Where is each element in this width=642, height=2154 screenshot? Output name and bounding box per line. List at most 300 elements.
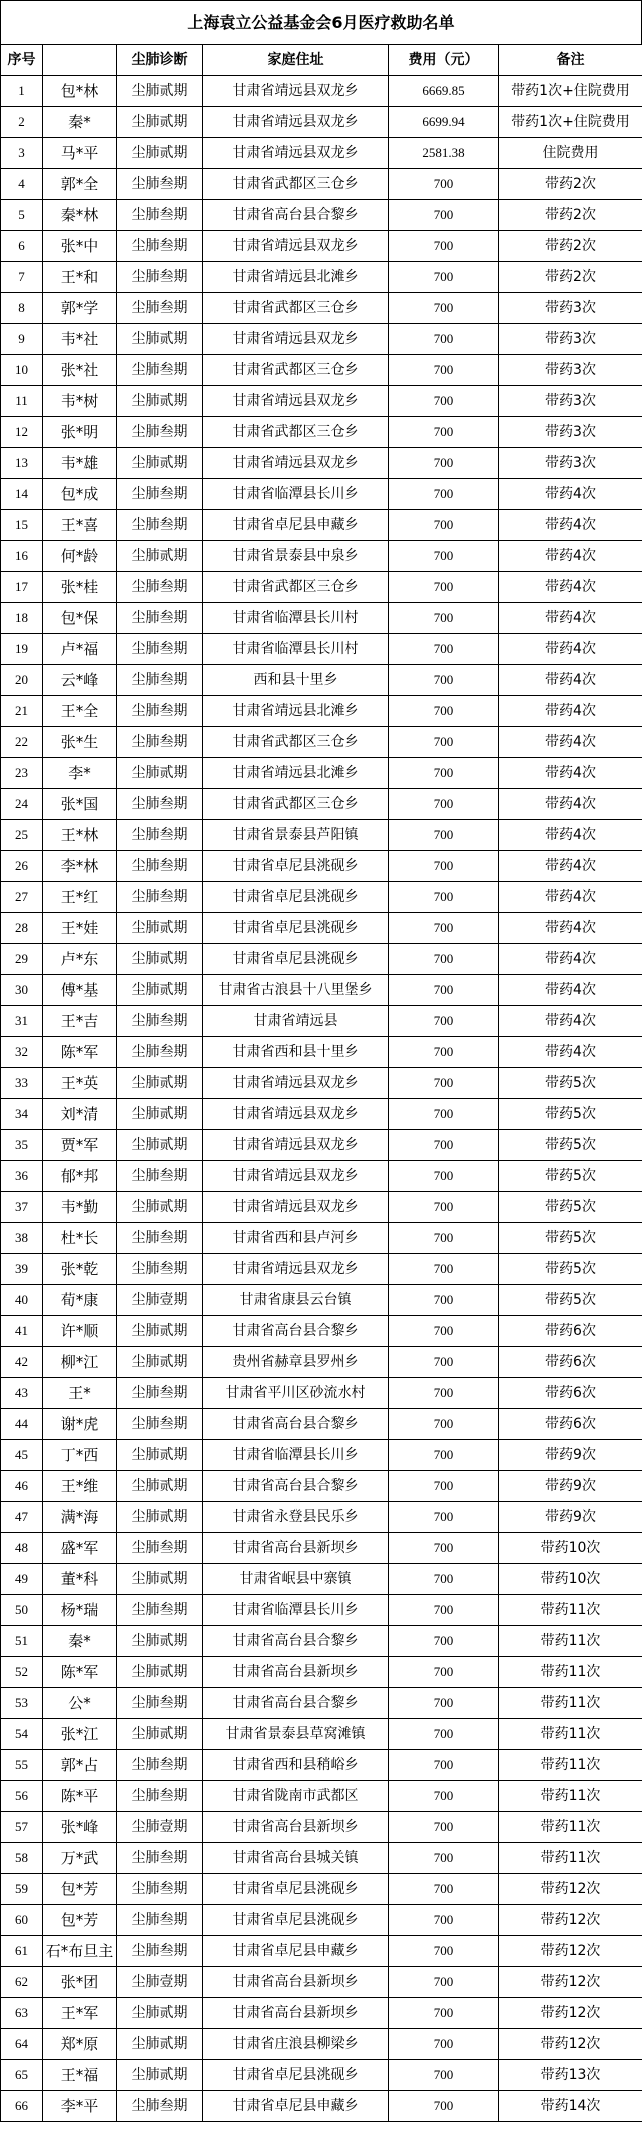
cell-address: 甘肃省高台县合黎乡 (203, 1626, 389, 1657)
cell-remark: 带药12次 (499, 2029, 642, 2060)
cell-cost: 700 (389, 1719, 499, 1750)
cell-name: 盛*军 (43, 1533, 117, 1564)
table-row (1, 1471, 642, 1502)
table-row (1, 696, 642, 727)
cell-diagnosis: 尘肺贰期 (117, 2029, 203, 2060)
cell-address: 甘肃省靖远县双龙乡 (203, 1068, 389, 1099)
table-row (1, 1843, 642, 1874)
cell-diagnosis: 尘肺贰期 (117, 138, 203, 169)
cell-address: 甘肃省临潭县长川乡 (203, 479, 389, 510)
header-address: 家庭住址 (203, 45, 389, 76)
cell-cost: 700 (389, 541, 499, 572)
cell-diagnosis: 尘肺叁期 (117, 1533, 203, 1564)
cell-index: 14 (1, 479, 43, 510)
table-row (1, 262, 642, 293)
cell-address: 甘肃省高台县新坝乡 (203, 1812, 389, 1843)
cell-index: 11 (1, 386, 43, 417)
cell-address: 甘肃省武都区三仓乡 (203, 727, 389, 758)
cell-remark: 带药9次 (499, 1471, 642, 1502)
cell-index: 56 (1, 1781, 43, 1812)
table-row (1, 1254, 642, 1285)
cell-remark: 带药11次 (499, 1812, 642, 1843)
cell-name: 包*保 (43, 603, 117, 634)
cell-name: 郑*原 (43, 2029, 117, 2060)
cell-diagnosis: 尘肺贰期 (117, 1068, 203, 1099)
cell-diagnosis: 尘肺贰期 (117, 1316, 203, 1347)
table-row (1, 1936, 642, 1967)
cell-cost: 700 (389, 1068, 499, 1099)
cell-cost: 700 (389, 1781, 499, 1812)
cell-address: 甘肃省靖远县双龙乡 (203, 138, 389, 169)
cell-name: 杨*瑞 (43, 1595, 117, 1626)
cell-diagnosis: 尘肺叁期 (117, 1409, 203, 1440)
cell-remark: 带药11次 (499, 1595, 642, 1626)
table-row (1, 1874, 642, 1905)
cell-address: 甘肃省靖远县 (203, 1006, 389, 1037)
cell-index: 3 (1, 138, 43, 169)
table-row (1, 1099, 642, 1130)
cell-address: 甘肃省高台县新坝乡 (203, 1657, 389, 1688)
cell-address: 甘肃省靖远县双龙乡 (203, 1161, 389, 1192)
cell-remark: 带药4次 (499, 820, 642, 851)
table-row (1, 665, 642, 696)
cell-name: 韦*社 (43, 324, 117, 355)
cell-address: 甘肃省永登县民乐乡 (203, 1502, 389, 1533)
cell-cost: 700 (389, 1688, 499, 1719)
cell-index: 22 (1, 727, 43, 758)
cell-name: 郁*邦 (43, 1161, 117, 1192)
cell-remark: 带药13次 (499, 2060, 642, 2091)
cell-remark: 带药4次 (499, 634, 642, 665)
cell-cost: 700 (389, 1905, 499, 1936)
cell-index: 43 (1, 1378, 43, 1409)
cell-address: 贵州省赫章县罗州乡 (203, 1347, 389, 1378)
cell-name: 王*娃 (43, 913, 117, 944)
cell-remark: 带药11次 (499, 1657, 642, 1688)
cell-address: 甘肃省卓尼县洮砚乡 (203, 1874, 389, 1905)
cell-address: 甘肃省临潭县长川村 (203, 603, 389, 634)
cell-address: 甘肃省靖远县北滩乡 (203, 262, 389, 293)
cell-remark: 带药11次 (499, 1688, 642, 1719)
cell-cost: 700 (389, 1409, 499, 1440)
table-row (1, 293, 642, 324)
table-row (1, 479, 642, 510)
cell-address: 甘肃省武都区三仓乡 (203, 169, 389, 200)
cell-cost: 700 (389, 1936, 499, 1967)
cell-index: 46 (1, 1471, 43, 1502)
cell-diagnosis: 尘肺叁期 (117, 1378, 203, 1409)
cell-address: 甘肃省卓尼县洮砚乡 (203, 1905, 389, 1936)
cell-diagnosis: 尘肺贰期 (117, 975, 203, 1006)
cell-remark: 带药4次 (499, 944, 642, 975)
cell-diagnosis: 尘肺贰期 (117, 541, 203, 572)
cell-diagnosis: 尘肺叁期 (117, 572, 203, 603)
table-row (1, 355, 642, 386)
cell-remark: 带药4次 (499, 851, 642, 882)
table-row (1, 1037, 642, 1068)
cell-name: 傅*基 (43, 975, 117, 1006)
cell-remark: 带药1次+住院费用 (499, 76, 642, 107)
cell-name: 张*桂 (43, 572, 117, 603)
cell-diagnosis: 尘肺贰期 (117, 1502, 203, 1533)
cell-remark: 带药4次 (499, 975, 642, 1006)
cell-diagnosis: 尘肺贰期 (117, 448, 203, 479)
cell-address: 甘肃省高台县新坝乡 (203, 1998, 389, 2029)
cell-remark: 带药3次 (499, 386, 642, 417)
cell-name: 马*平 (43, 138, 117, 169)
cell-remark: 带药4次 (499, 758, 642, 789)
cell-diagnosis: 尘肺壹期 (117, 1812, 203, 1843)
cell-diagnosis: 尘肺贰期 (117, 107, 203, 138)
cell-diagnosis: 尘肺叁期 (117, 882, 203, 913)
cell-name: 石*布旦主 (43, 1936, 117, 1967)
cell-remark: 带药5次 (499, 1223, 642, 1254)
cell-address: 西和县十里乡 (203, 665, 389, 696)
table-row (1, 603, 642, 634)
cell-index: 58 (1, 1843, 43, 1874)
cell-cost: 700 (389, 1099, 499, 1130)
table-row (1, 541, 642, 572)
cell-address: 甘肃省高台县城关镇 (203, 1843, 389, 1874)
cell-index: 13 (1, 448, 43, 479)
cell-cost: 700 (389, 1595, 499, 1626)
cell-name: 张*国 (43, 789, 117, 820)
cell-index: 64 (1, 2029, 43, 2060)
cell-diagnosis: 尘肺叁期 (117, 231, 203, 262)
cell-remark: 带药6次 (499, 1378, 642, 1409)
table-row (1, 758, 642, 789)
cell-address: 甘肃省卓尼县申藏乡 (203, 2091, 389, 2122)
cell-name: 王*福 (43, 2060, 117, 2091)
cell-index: 7 (1, 262, 43, 293)
cell-name: 柳*江 (43, 1347, 117, 1378)
cell-diagnosis: 尘肺贰期 (117, 913, 203, 944)
cell-cost: 700 (389, 820, 499, 851)
cell-remark: 带药4次 (499, 1006, 642, 1037)
cell-index: 54 (1, 1719, 43, 1750)
cell-diagnosis: 尘肺叁期 (117, 293, 203, 324)
cell-remark: 带药4次 (499, 913, 642, 944)
cell-name: 秦* (43, 107, 117, 138)
cell-cost: 700 (389, 975, 499, 1006)
cell-remark: 带药11次 (499, 1626, 642, 1657)
cell-remark: 带药6次 (499, 1347, 642, 1378)
cell-name: 郭*占 (43, 1750, 117, 1781)
cell-name: 王*红 (43, 882, 117, 913)
cell-index: 27 (1, 882, 43, 913)
cell-remark: 带药2次 (499, 200, 642, 231)
cell-address: 甘肃省景泰县草窝滩镇 (203, 1719, 389, 1750)
cell-cost: 700 (389, 1161, 499, 1192)
cell-remark: 带药10次 (499, 1564, 642, 1595)
cell-index: 41 (1, 1316, 43, 1347)
cell-diagnosis: 尘肺叁期 (117, 510, 203, 541)
cell-name: 贾*军 (43, 1130, 117, 1161)
cell-index: 24 (1, 789, 43, 820)
cell-diagnosis: 尘肺贰期 (117, 1192, 203, 1223)
cell-name: 万*武 (43, 1843, 117, 1874)
cell-address: 甘肃省靖远县双龙乡 (203, 386, 389, 417)
cell-cost: 700 (389, 2060, 499, 2091)
cell-diagnosis: 尘肺贰期 (117, 1998, 203, 2029)
cell-diagnosis: 尘肺叁期 (117, 696, 203, 727)
cell-index: 20 (1, 665, 43, 696)
cell-diagnosis: 尘肺贰期 (117, 76, 203, 107)
cell-name: 包*林 (43, 76, 117, 107)
cell-name: 陈*军 (43, 1657, 117, 1688)
cell-name: 陈*军 (43, 1037, 117, 1068)
cell-name: 秦*林 (43, 200, 117, 231)
cell-diagnosis: 尘肺叁期 (117, 355, 203, 386)
cell-index: 40 (1, 1285, 43, 1316)
cell-name: 许*顺 (43, 1316, 117, 1347)
cell-cost: 700 (389, 727, 499, 758)
table-row (1, 1192, 642, 1223)
cell-name: 韦*树 (43, 386, 117, 417)
cell-remark: 带药3次 (499, 448, 642, 479)
cell-remark: 带药3次 (499, 355, 642, 386)
cell-address: 甘肃省卓尼县申藏乡 (203, 510, 389, 541)
cell-address: 甘肃省靖远县双龙乡 (203, 1254, 389, 1285)
header-cost: 费用（元） (389, 45, 499, 76)
cell-cost: 2581.38 (389, 138, 499, 169)
cell-cost: 700 (389, 2091, 499, 2122)
cell-index: 44 (1, 1409, 43, 1440)
cell-name: 王*英 (43, 1068, 117, 1099)
table-row (1, 138, 642, 169)
cell-cost: 700 (389, 851, 499, 882)
table-row (1, 1440, 642, 1471)
table-row (1, 1905, 642, 1936)
cell-index: 55 (1, 1750, 43, 1781)
cell-index: 59 (1, 1874, 43, 1905)
cell-name: 郭*全 (43, 169, 117, 200)
cell-address: 甘肃省景泰县中泉乡 (203, 541, 389, 572)
cell-address: 甘肃省高台县合黎乡 (203, 1471, 389, 1502)
table-row (1, 944, 642, 975)
cell-index: 36 (1, 1161, 43, 1192)
cell-address: 甘肃省武都区三仓乡 (203, 572, 389, 603)
cell-remark: 带药4次 (499, 479, 642, 510)
cell-name: 董*科 (43, 1564, 117, 1595)
cell-diagnosis: 尘肺贰期 (117, 1471, 203, 1502)
table-row (1, 200, 642, 231)
table-row (1, 882, 642, 913)
cell-index: 48 (1, 1533, 43, 1564)
table-row (1, 510, 642, 541)
cell-diagnosis: 尘肺叁期 (117, 1843, 203, 1874)
cell-index: 25 (1, 820, 43, 851)
cell-address: 甘肃省高台县合黎乡 (203, 1688, 389, 1719)
cell-index: 8 (1, 293, 43, 324)
cell-name: 王*维 (43, 1471, 117, 1502)
table-row (1, 1006, 642, 1037)
cell-index: 15 (1, 510, 43, 541)
cell-cost: 700 (389, 1998, 499, 2029)
cell-remark: 带药12次 (499, 1874, 642, 1905)
cell-address: 甘肃省卓尼县洮砚乡 (203, 851, 389, 882)
cell-name: 包*芳 (43, 1905, 117, 1936)
cell-diagnosis: 尘肺叁期 (117, 665, 203, 696)
cell-index: 42 (1, 1347, 43, 1378)
cell-remark: 带药9次 (499, 1440, 642, 1471)
cell-cost: 700 (389, 944, 499, 975)
cell-remark: 带药6次 (499, 1316, 642, 1347)
cell-index: 53 (1, 1688, 43, 1719)
table-row (1, 1812, 642, 1843)
cell-cost: 700 (389, 1006, 499, 1037)
cell-name: 韦*勤 (43, 1192, 117, 1223)
cell-index: 23 (1, 758, 43, 789)
cell-name: 张*江 (43, 1719, 117, 1750)
cell-diagnosis: 尘肺叁期 (117, 1595, 203, 1626)
table-header-row (1, 45, 642, 76)
cell-cost: 700 (389, 1192, 499, 1223)
cell-cost: 700 (389, 1130, 499, 1161)
cell-diagnosis: 尘肺贰期 (117, 1130, 203, 1161)
cell-remark: 带药4次 (499, 603, 642, 634)
cell-index: 66 (1, 2091, 43, 2122)
cell-remark: 带药5次 (499, 1068, 642, 1099)
cell-remark: 带药12次 (499, 1967, 642, 1998)
cell-diagnosis: 尘肺叁期 (117, 1254, 203, 1285)
cell-address: 甘肃省靖远县双龙乡 (203, 76, 389, 107)
cell-index: 9 (1, 324, 43, 355)
cell-remark: 带药4次 (499, 572, 642, 603)
cell-remark: 带药11次 (499, 1719, 642, 1750)
cell-name: 杜*长 (43, 1223, 117, 1254)
cell-index: 32 (1, 1037, 43, 1068)
cell-cost: 700 (389, 1967, 499, 1998)
cell-address: 甘肃省卓尼县申藏乡 (203, 1936, 389, 1967)
cell-index: 52 (1, 1657, 43, 1688)
cell-address: 甘肃省西和县十里乡 (203, 1037, 389, 1068)
cell-index: 51 (1, 1626, 43, 1657)
cell-remark: 带药5次 (499, 1192, 642, 1223)
cell-remark: 带药2次 (499, 262, 642, 293)
cell-index: 39 (1, 1254, 43, 1285)
cell-remark: 带药12次 (499, 1905, 642, 1936)
cell-cost: 700 (389, 1750, 499, 1781)
table-row (1, 572, 642, 603)
cell-index: 50 (1, 1595, 43, 1626)
cell-remark: 带药5次 (499, 1254, 642, 1285)
cell-remark: 带药6次 (499, 1409, 642, 1440)
cell-cost: 700 (389, 1533, 499, 1564)
cell-diagnosis: 尘肺叁期 (117, 1161, 203, 1192)
cell-address: 甘肃省武都区三仓乡 (203, 417, 389, 448)
cell-cost: 700 (389, 1564, 499, 1595)
cell-address: 甘肃省卓尼县洮砚乡 (203, 913, 389, 944)
cell-index: 1 (1, 76, 43, 107)
cell-cost: 700 (389, 634, 499, 665)
cell-name: 荀*康 (43, 1285, 117, 1316)
cell-index: 37 (1, 1192, 43, 1223)
cell-remark: 带药11次 (499, 1750, 642, 1781)
cell-index: 61 (1, 1936, 43, 1967)
cell-name: 张*团 (43, 1967, 117, 1998)
cell-address: 甘肃省庄浪县柳梁乡 (203, 2029, 389, 2060)
cell-address: 甘肃省古浪县十八里堡乡 (203, 975, 389, 1006)
cell-address: 甘肃省临潭县长川乡 (203, 1595, 389, 1626)
cell-address: 甘肃省靖远县北滩乡 (203, 696, 389, 727)
cell-name: 丁*西 (43, 1440, 117, 1471)
cell-address: 甘肃省靖远县双龙乡 (203, 1192, 389, 1223)
cell-diagnosis: 尘肺贰期 (117, 758, 203, 789)
table-row (1, 2060, 642, 2091)
cell-remark: 带药4次 (499, 789, 642, 820)
table-row (1, 2029, 642, 2060)
cell-address: 甘肃省靖远县双龙乡 (203, 448, 389, 479)
cell-name: 卢*福 (43, 634, 117, 665)
cell-diagnosis: 尘肺贰期 (117, 386, 203, 417)
cell-cost: 700 (389, 262, 499, 293)
cell-address: 甘肃省临潭县长川村 (203, 634, 389, 665)
table-row (1, 1595, 642, 1626)
cell-index: 31 (1, 1006, 43, 1037)
cell-index: 34 (1, 1099, 43, 1130)
cell-address: 甘肃省岷县中寨镇 (203, 1564, 389, 1595)
cell-cost: 700 (389, 789, 499, 820)
cell-diagnosis: 尘肺贰期 (117, 1626, 203, 1657)
cell-name: 包*芳 (43, 1874, 117, 1905)
cell-cost: 700 (389, 603, 499, 634)
cell-name: 秦* (43, 1626, 117, 1657)
cell-name: 公* (43, 1688, 117, 1719)
cell-diagnosis: 尘肺叁期 (117, 2091, 203, 2122)
cell-diagnosis: 尘肺贰期 (117, 1657, 203, 1688)
table-row (1, 851, 642, 882)
cell-name: 包*成 (43, 479, 117, 510)
table-row (1, 1750, 642, 1781)
cell-index: 12 (1, 417, 43, 448)
cell-index: 49 (1, 1564, 43, 1595)
cell-cost: 700 (389, 572, 499, 603)
cell-address: 甘肃省高台县新坝乡 (203, 1967, 389, 1998)
cell-index: 19 (1, 634, 43, 665)
table-row (1, 1223, 642, 1254)
table-row (1, 1564, 642, 1595)
cell-index: 62 (1, 1967, 43, 1998)
cell-diagnosis: 尘肺贰期 (117, 2060, 203, 2091)
header-diagnosis: 尘肺诊断 (117, 45, 203, 76)
cell-cost: 700 (389, 1347, 499, 1378)
cell-diagnosis: 尘肺叁期 (117, 1006, 203, 1037)
table-row (1, 169, 642, 200)
cell-index: 18 (1, 603, 43, 634)
table-row (1, 1068, 642, 1099)
cell-diagnosis: 尘肺叁期 (117, 200, 203, 231)
cell-remark: 带药4次 (499, 882, 642, 913)
cell-diagnosis: 尘肺叁期 (117, 1781, 203, 1812)
cell-remark: 带药12次 (499, 1936, 642, 1967)
cell-cost: 700 (389, 169, 499, 200)
cell-diagnosis: 尘肺叁期 (117, 851, 203, 882)
cell-remark: 带药4次 (499, 1037, 642, 1068)
cell-diagnosis: 尘肺叁期 (117, 479, 203, 510)
cell-address: 甘肃省武都区三仓乡 (203, 293, 389, 324)
cell-index: 2 (1, 107, 43, 138)
cell-name: 王*吉 (43, 1006, 117, 1037)
cell-remark: 带药14次 (499, 2091, 642, 2122)
cell-address: 甘肃省高台县合黎乡 (203, 1409, 389, 1440)
header-index: 序号 (1, 45, 43, 76)
cell-index: 17 (1, 572, 43, 603)
cell-diagnosis: 尘肺叁期 (117, 1223, 203, 1254)
cell-index: 4 (1, 169, 43, 200)
cell-diagnosis: 尘肺贰期 (117, 1564, 203, 1595)
cell-name: 张*峰 (43, 1812, 117, 1843)
